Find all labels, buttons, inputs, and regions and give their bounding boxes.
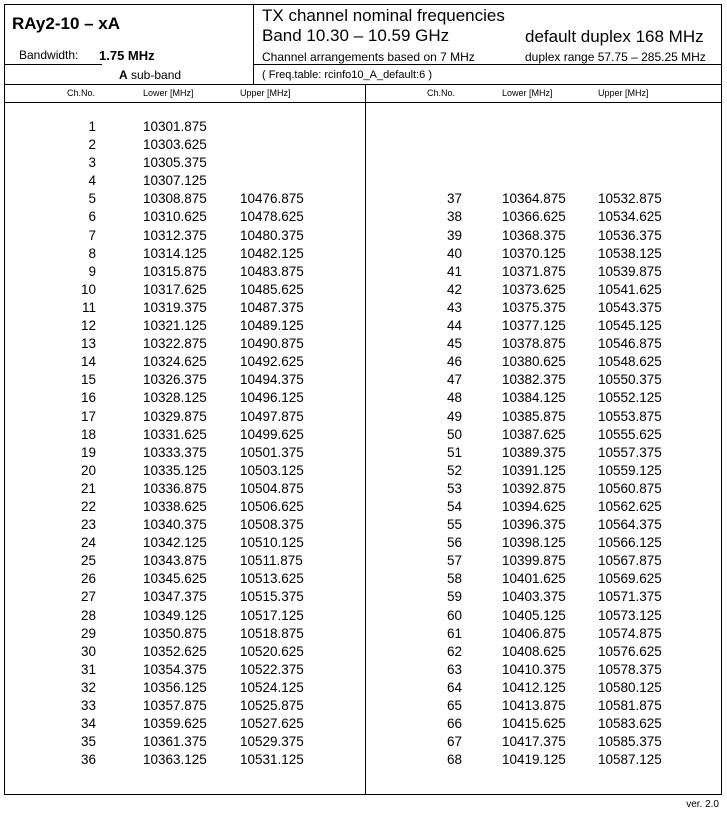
lower-freq-cell: 10366.625	[502, 209, 566, 225]
lower-freq-cell: 10373.625	[502, 281, 566, 297]
subband-text: sub-band	[127, 68, 182, 82]
lower-freq-cell: 10329.875	[143, 408, 207, 424]
ch-no-cell: 27	[80, 589, 96, 605]
table-row	[0, 263, 727, 281]
upper-freq-cell: 10496.125	[240, 390, 304, 406]
ch-no-cell: 11	[81, 299, 96, 315]
upper-freq-cell: 10571.375	[598, 589, 662, 605]
channel-arrangement: Channel arrangements based on 7 MHz	[262, 50, 475, 64]
upper-freq-cell: 10506.625	[240, 498, 304, 514]
lower-freq-cell: 10401.625	[502, 571, 566, 587]
ch-no-cell: 67	[446, 734, 462, 750]
table-row	[0, 715, 727, 733]
lower-freq-cell: 10328.125	[143, 390, 207, 406]
upper-freq-cell: 10569.625	[598, 571, 662, 587]
ch-no-cell: 44	[446, 318, 462, 334]
lower-freq-cell: 10396.375	[502, 517, 566, 533]
upper-freq-cell: 10518.875	[240, 625, 304, 641]
upper-freq-cell: 10476.875	[240, 191, 304, 207]
upper-freq-cell: 10504.875	[240, 480, 304, 496]
lower-freq-cell: 10350.875	[143, 625, 207, 641]
table-row	[0, 679, 727, 697]
freq-table-ref: ( Freq.table: rcinfo10_A_default:6 )	[262, 69, 432, 81]
upper-freq-cell: 10497.875	[240, 408, 304, 424]
ch-no-cell: 59	[446, 589, 462, 605]
subband-letter: A	[119, 68, 128, 82]
lower-freq-cell: 10326.375	[143, 372, 207, 388]
upper-freq-cell: 10534.625	[598, 209, 662, 225]
table-row	[0, 389, 727, 407]
ch-no-cell: 42	[446, 281, 462, 297]
table-row	[0, 697, 727, 715]
ch-no-cell: 9	[88, 263, 96, 279]
upper-freq-cell: 10529.375	[240, 734, 304, 750]
upper-freq-cell: 10545.125	[598, 318, 662, 334]
ch-no-cell: 17	[80, 408, 96, 424]
upper-freq-cell: 10517.125	[240, 607, 304, 623]
ch-no-cell: 49	[446, 408, 462, 424]
lower-freq-cell: 10305.375	[143, 155, 207, 171]
channel-list-right	[0, 118, 727, 769]
lower-freq-cell: 10410.375	[502, 661, 566, 677]
lower-freq-cell: 10415.625	[502, 716, 566, 732]
lower-freq-cell: 10345.625	[143, 571, 207, 587]
upper-freq-cell: 10482.125	[240, 245, 304, 261]
upper-freq-cell: 10511.875	[240, 553, 303, 569]
upper-freq-cell: 10536.375	[598, 227, 662, 243]
lower-freq-cell: 10382.375	[502, 372, 566, 388]
lower-freq-cell: 10322.875	[143, 336, 207, 352]
lower-freq-cell: 10301.875	[143, 119, 207, 134]
default-duplex: default duplex 168 MHz	[525, 27, 704, 46]
upper-freq-cell: 10503.125	[240, 462, 304, 478]
ch-no-cell: 7	[88, 227, 96, 243]
lower-freq-cell: 10371.875	[502, 263, 566, 279]
lower-freq-cell: 10363.125	[143, 752, 207, 768]
ch-no-cell: 60	[446, 607, 462, 623]
ch-no-cell: 2	[88, 137, 96, 153]
ch-no-cell: 56	[446, 535, 462, 551]
lower-freq-cell: 10319.375	[143, 299, 207, 315]
upper-freq-cell: 10585.375	[598, 734, 662, 750]
ch-no-cell: 51	[446, 444, 462, 460]
ch-no-cell: 23	[80, 517, 96, 533]
ch-no-cell: 14	[80, 354, 96, 370]
ch-no-cell: 19	[80, 444, 96, 460]
lower-freq-cell: 10378.875	[502, 336, 566, 352]
bandwidth-label: Bandwidth:	[19, 48, 79, 62]
table-row	[0, 190, 727, 208]
ch-no-cell: 39	[446, 227, 462, 243]
ch-no-cell: 50	[446, 426, 462, 442]
lower-freq-cell: 10340.375	[143, 517, 207, 533]
lower-freq-cell: 10315.875	[143, 263, 207, 279]
ch-no-cell: 52	[446, 462, 462, 478]
ch-no-cell: 3	[88, 155, 96, 171]
upper-freq-cell: 10541.625	[598, 281, 662, 297]
upper-freq-cell: 10513.625	[240, 571, 304, 587]
table-row	[0, 661, 727, 679]
table-row	[0, 426, 727, 444]
table-row	[0, 516, 727, 534]
table-row	[0, 154, 727, 172]
upper-freq-cell: 10524.125	[240, 679, 304, 695]
ch-no-cell: 32	[80, 679, 96, 695]
upper-freq-cell: 10567.875	[598, 553, 662, 569]
ch-no-cell: 66	[446, 716, 462, 732]
upper-freq-cell: 10560.875	[598, 480, 662, 496]
lower-freq-cell: 10352.625	[143, 643, 207, 659]
lower-freq-cell: 10405.125	[502, 607, 566, 623]
upper-freq-cell: 10548.625	[598, 354, 662, 370]
lower-freq-cell: 10312.375	[143, 227, 207, 243]
ch-no-cell: 40	[446, 245, 462, 261]
lower-freq-cell: 10314.125	[143, 245, 207, 261]
upper-freq-cell: 10501.375	[240, 444, 304, 460]
ch-no-cell: 35	[80, 734, 96, 750]
page-title: TX channel nominal frequencies	[262, 6, 505, 25]
upper-freq-cell: 10527.625	[240, 716, 304, 732]
upper-freq-cell: 10581.875	[598, 698, 662, 713]
ch-no-cell: 57	[446, 553, 462, 569]
ch-no-cell: 54	[446, 498, 462, 514]
header-column-divider	[253, 4, 254, 84]
upper-freq-cell: 10485.625	[240, 281, 304, 297]
table-row	[0, 172, 727, 190]
lower-freq-cell: 10413.875	[502, 698, 566, 713]
ch-no-cell: 28	[80, 607, 96, 623]
table-row	[0, 570, 727, 588]
lower-freq-cell: 10387.625	[502, 426, 566, 442]
duplex-range: duplex range 57.75 – 285.25 MHz	[525, 50, 706, 64]
ch-no-cell: 18	[80, 426, 96, 442]
lower-freq-cell: 10317.625	[143, 281, 207, 297]
upper-freq-cell: 10552.125	[598, 390, 662, 406]
lower-freq-cell: 10310.625	[143, 209, 207, 225]
ch-no-cell: 47	[446, 372, 462, 388]
upper-freq-cell: 10550.375	[598, 372, 662, 388]
ch-no-cell: 33	[80, 698, 96, 713]
upper-freq-cell: 10538.125	[598, 245, 662, 261]
table-row	[0, 245, 727, 263]
lower-freq-cell: 10398.125	[502, 535, 566, 551]
lower-freq-cell: 10359.625	[143, 716, 207, 732]
ch-no-cell: 63	[446, 661, 462, 677]
upper-freq-cell: 10510.125	[240, 535, 304, 551]
model-name: RAy2-10 – xA	[12, 14, 121, 33]
lower-freq-cell: 10336.875	[143, 480, 207, 496]
upper-freq-cell: 10555.625	[598, 426, 662, 442]
ch-no-cell: 8	[88, 245, 96, 261]
lower-freq-cell: 10370.125	[502, 245, 566, 261]
ch-no-cell: 15	[80, 372, 96, 388]
lower-freq-cell: 10391.125	[502, 462, 566, 478]
table-row	[0, 733, 727, 751]
upper-freq-cell: 10574.875	[598, 625, 662, 641]
lower-freq-cell: 10377.125	[502, 318, 566, 334]
header-divider	[4, 84, 722, 85]
upper-freq-cell: 10478.625	[240, 209, 304, 225]
ch-no-cell: 37	[446, 191, 462, 207]
lower-freq-cell: 10380.625	[502, 354, 566, 370]
lower-freq-cell: 10389.375	[502, 444, 566, 460]
upper-freq-cell: 10576.625	[598, 643, 662, 659]
ch-no-cell: 29	[80, 625, 96, 641]
lower-freq-cell: 10333.375	[143, 444, 207, 460]
ch-no-cell: 20	[80, 462, 96, 478]
table-row	[0, 444, 727, 462]
ch-no-cell: 4	[88, 173, 96, 189]
upper-freq-cell: 10494.375	[240, 372, 304, 388]
lower-freq-cell: 10324.625	[143, 354, 207, 370]
lower-freq-cell: 10412.125	[502, 679, 566, 695]
table-row	[0, 335, 727, 353]
ch-no-cell: 24	[80, 535, 96, 551]
table-row	[0, 281, 727, 299]
ch-no-cell: 26	[80, 571, 96, 587]
ch-no-cell: 30	[80, 643, 96, 659]
table-row	[0, 552, 727, 570]
upper-freq-cell: 10515.375	[240, 589, 304, 605]
table-row	[0, 371, 727, 389]
ch-no-cell: 48	[446, 390, 462, 406]
lower-freq-cell: 10384.125	[502, 390, 566, 406]
upper-freq-cell: 10508.375	[240, 517, 304, 533]
lower-freq-cell: 10385.875	[502, 408, 566, 424]
upper-freq-cell: 10489.125	[240, 318, 304, 334]
table-row	[0, 643, 727, 661]
upper-freq-cell: 10525.875	[240, 698, 304, 713]
upper-freq-cell: 10578.375	[598, 661, 662, 677]
ch-no-cell: 53	[446, 480, 462, 496]
upper-freq-cell: 10553.875	[598, 408, 662, 424]
ch-no-cell: 65	[446, 698, 462, 713]
table-row	[0, 408, 727, 426]
ch-no-cell: 68	[446, 752, 462, 768]
column-header-upper: Upper [MHz]	[240, 88, 291, 98]
ch-no-cell: 12	[80, 318, 96, 334]
lower-freq-cell: 10338.625	[143, 498, 207, 514]
lower-freq-cell: 10347.375	[143, 589, 207, 605]
upper-freq-cell: 10573.125	[598, 607, 662, 623]
lower-freq-cell: 10343.875	[143, 553, 207, 569]
upper-freq-cell: 10580.125	[598, 679, 662, 695]
lower-freq-cell: 10375.375	[502, 299, 566, 315]
subband-label	[119, 68, 181, 82]
column-header-upper: Upper [MHz]	[598, 88, 649, 98]
lower-freq-cell: 10361.375	[143, 734, 207, 750]
upper-freq-cell: 10522.375	[240, 661, 304, 677]
upper-freq-cell: 10499.625	[240, 426, 304, 442]
upper-freq-cell: 10480.375	[240, 227, 304, 243]
ch-no-cell: 61	[446, 625, 462, 641]
upper-freq-cell: 10564.375	[598, 517, 662, 533]
band-range: Band 10.30 – 10.59 GHz	[262, 26, 450, 45]
column-header-lower: Lower [MHz]	[143, 88, 194, 98]
ch-no-cell: 22	[80, 498, 96, 514]
table-row	[0, 607, 727, 625]
upper-freq-cell: 10531.125	[240, 752, 304, 768]
table-row	[0, 480, 727, 498]
lower-freq-cell: 10392.875	[502, 480, 566, 496]
ch-no-cell: 43	[446, 299, 462, 315]
ch-no-cell: 31	[80, 661, 96, 677]
table-row	[0, 208, 727, 226]
ch-no-cell: 13	[80, 336, 96, 352]
upper-freq-cell: 10543.375	[598, 299, 662, 315]
upper-freq-cell: 10546.875	[598, 336, 662, 352]
table-row	[0, 353, 727, 371]
lower-freq-cell: 10364.875	[502, 191, 566, 207]
table-row	[0, 136, 727, 154]
ch-no-cell: 10	[80, 281, 96, 297]
upper-freq-cell: 10562.625	[598, 498, 662, 514]
table-row	[0, 534, 727, 552]
column-header-ch-no: Ch.No.	[67, 88, 96, 98]
column-header-divider	[4, 102, 722, 103]
ch-no-cell: 38	[446, 209, 462, 225]
lower-freq-cell: 10356.125	[143, 679, 207, 695]
upper-freq-cell: 10539.875	[598, 263, 662, 279]
lower-freq-cell: 10303.625	[143, 137, 207, 153]
upper-freq-cell: 10532.875	[598, 191, 662, 207]
upper-freq-cell: 10487.375	[240, 299, 304, 315]
ch-no-cell: 62	[446, 643, 462, 659]
lower-freq-cell: 10331.625	[143, 426, 207, 442]
column-header-lower: Lower [MHz]	[502, 88, 553, 98]
lower-freq-cell: 10403.375	[502, 589, 566, 605]
lower-freq-cell: 10419.125	[502, 752, 566, 768]
upper-freq-cell: 10490.875	[240, 336, 304, 352]
lower-freq-cell: 10368.375	[502, 227, 566, 243]
upper-freq-cell: 10587.125	[598, 752, 662, 768]
ch-no-cell: 16	[80, 390, 96, 406]
ch-no-cell: 41	[446, 263, 462, 279]
lower-freq-cell: 10342.125	[143, 535, 207, 551]
table-row	[0, 588, 727, 606]
table-row	[0, 625, 727, 643]
upper-freq-cell: 10559.125	[598, 462, 662, 478]
lower-freq-cell: 10394.625	[502, 498, 566, 514]
table-row	[0, 227, 727, 245]
table-row	[0, 462, 727, 480]
ch-no-cell: 45	[446, 336, 462, 352]
lower-freq-cell: 10399.875	[502, 553, 566, 569]
table-row	[0, 498, 727, 516]
lower-freq-cell: 10335.125	[143, 462, 207, 478]
ch-no-cell: 46	[446, 354, 462, 370]
ch-no-cell: 6	[88, 209, 96, 225]
table-row	[0, 317, 727, 335]
ch-no-cell: 21	[80, 480, 96, 496]
upper-freq-cell: 10520.625	[240, 643, 304, 659]
upper-freq-cell: 10483.875	[240, 263, 304, 279]
header-divider	[4, 64, 102, 65]
ch-no-cell: 55	[446, 517, 462, 533]
header-divider	[253, 64, 722, 65]
lower-freq-cell: 10307.125	[143, 173, 207, 189]
table-row	[0, 751, 727, 769]
column-header-ch-no: Ch.No.	[427, 88, 456, 98]
lower-freq-cell: 10357.875	[143, 698, 207, 713]
lower-freq-cell: 10308.875	[143, 191, 207, 207]
ch-no-cell: 36	[80, 752, 96, 768]
table-row	[0, 118, 727, 136]
ch-no-cell: 34	[80, 716, 96, 732]
upper-freq-cell: 10557.375	[598, 444, 662, 460]
lower-freq-cell: 10354.375	[143, 661, 207, 677]
lower-freq-cell: 10321.125	[143, 318, 207, 334]
version-label: ver. 2.0	[686, 799, 719, 810]
ch-no-cell: 1	[88, 119, 96, 134]
table-row	[0, 299, 727, 317]
upper-freq-cell: 10583.625	[598, 716, 662, 732]
ch-no-cell: 58	[446, 571, 462, 587]
bandwidth-value: 1.75 MHz	[99, 48, 155, 63]
lower-freq-cell: 10406.875	[502, 625, 566, 641]
ch-no-cell: 5	[88, 191, 96, 207]
lower-freq-cell: 10349.125	[143, 607, 207, 623]
ch-no-cell: 25	[80, 553, 96, 569]
upper-freq-cell: 10566.125	[598, 535, 662, 551]
upper-freq-cell: 10492.625	[240, 354, 304, 370]
lower-freq-cell: 10408.625	[502, 643, 566, 659]
lower-freq-cell: 10417.375	[502, 734, 566, 750]
ch-no-cell: 64	[446, 679, 462, 695]
